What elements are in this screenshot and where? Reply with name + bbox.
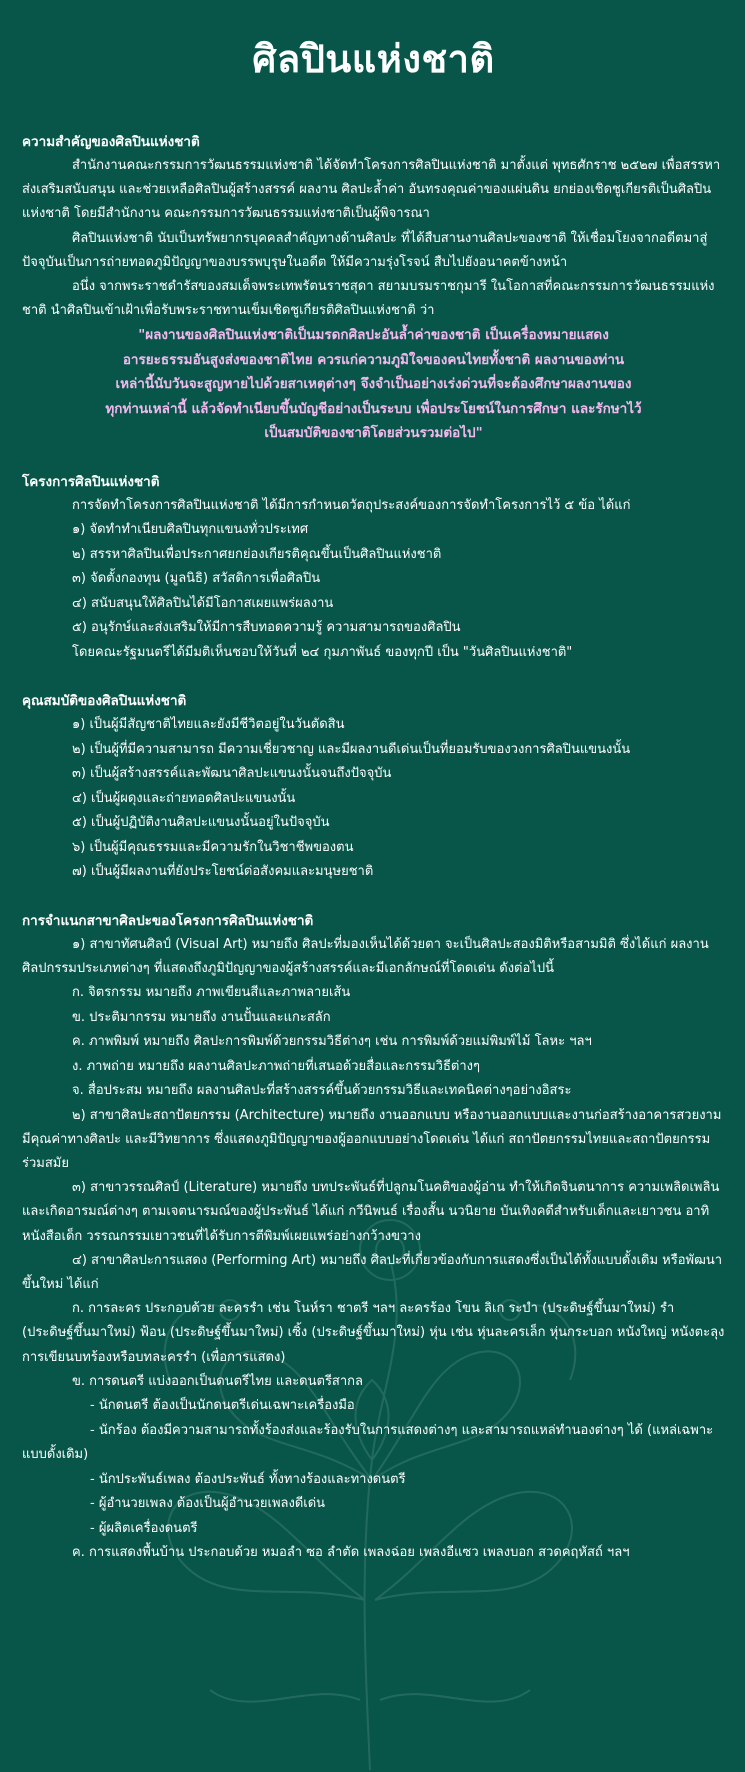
section-heading: การจำแนกสาขาศิลปะของโครงการศิลปินแห่งชาติ [22, 912, 314, 929]
list-item: - นักดนตรี ต้องเป็นนักดนตรีเด่นเฉพาะเครื่องมือ [90, 1398, 355, 1414]
section-spacer [22, 446, 725, 470]
list-item: ง. ภาพถ่าย หมายถึง ผลงานศิลปะภาพถ่ายที่เสนอด้วยสื่อและกรรมวิธีต่างๆ [72, 1058, 480, 1074]
paragraph: ๔) สาขาศิลปะการแสดง (Performing Art) หมายถึง ศิลปะที่เกี่ยวข้องกับการแสดงซึ่งเป็นได้ทั้งแบบดั้งเดิม หรือพัฒนาขึ้นใหม่ ได้แก่ [22, 1252, 723, 1292]
paragraph: อนึ่ง จากพระราชดำรัสของสมเด็จพระเทพรัตนราชสุดา สยามบรมราชกุมารี ในโอกาสที่คณะกรรมการวัฒนธรรมแห่งชาติ นำศิลปินเข้าเฝ้าเพื่อรับพระราชทานเข็มเชิดชูเกียรติศิลปินแห่งชาติ ว่า [22, 279, 715, 319]
list-item: ๔) สนับสนุนให้ศิลปินได้มีโอกาสเผยแพร่ผลงาน [72, 595, 334, 611]
paragraph: ก. การละคร ประกอบด้วย ละครรำ เช่น โนห์รา ชาตรี ฯลฯ ละครร้อง โขน ลิเก ระบำ (ประดิษฐ์ขึ้นมาใหม่) รำ (ประดิษฐ์ขึ้นมาใหม่) ฟ้อน (ประดิษฐ์ขึ้นมาใหม่) เซิ้ง (ประดิษฐ์ขึ้นมาใหม่) หุ่น เช่น หุ่นละครเล็ก หุ่นกระบอก หนังใหญ่ หนังตะลุง การเขียนบทร้องหรือบทละครรำ (เพื่อการแสดง) [22, 1301, 725, 1365]
royal-quote [22, 323, 725, 446]
list-item: ๓) เป็นผู้สร้างสรรค์และพัฒนาศิลปะแขนงนั้นจนถึงปัจจุบัน [72, 766, 392, 782]
list-item: ๒) เป็นผู้ที่มีความสามารถ มีความเชี่ยวชาญ และมีผลงานดีเด่นเป็นที่ยอมรับของวงการศิลปินแขนงนั้น [72, 741, 631, 757]
list-item: ค. การแสดงพื้นบ้าน ประกอบด้วย หมอลำ ซอ ลำตัด เพลงฉ่อย เพลงอีแซว เพลงบอก สวดคฤหัสถ์ ฯลฯ [72, 1545, 630, 1561]
page-title: ศิลปินแห่งชาติ [252, 37, 495, 81]
list-item: - ผู้ผลิตเครื่องดนตรี [90, 1520, 198, 1536]
list-item: - นักประพันธ์เพลง ต้องประพันธ์ ทั้งทางร้องและทางดนตรี [90, 1471, 406, 1487]
paragraph: การจัดทำโครงการศิลปินแห่งชาติ ได้มีการกำหนดวัตถุประสงค์ของการจัดทำโครงการไว้ ๕ ข้อ ได้แก่ [72, 497, 631, 513]
quote-line: เหล่านี้นับวันจะสูญหายไปด้วยสาเหตุต่างๆ จึงจำเป็นอย่างเร่งด่วนที่จะต้องศึกษาผลงานของ [115, 376, 632, 393]
paragraph: ศิลปินแห่งชาติ นับเป็นทรัพยากรบุคคลสำคัญทางด้านศิลปะ ที่ได้สืบสานงานศิลปะของชาติ ให้เชื่อมโยงจากอดีตมาสู่ปัจจุบันเป็นการถ่ายทอดภูมิปัญญาของบรรพบุรุษในอดีต ให้มีความรุ่งโรจน์ สืบไปยังอนาคตข้างหน้า [22, 230, 708, 270]
section-qualifications [22, 689, 725, 885]
section-heading: คุณสมบัติของศิลปินแห่งชาติ [22, 693, 187, 710]
list-item: - นักร้อง ต้องมีความสามารถทั้งร้องส่งและร้องรับในการแสดงต่างๆ และสามารถแหล่ทำนองต่างๆ ได้ (แหล่เฉพาะแบบดั้งเดิม) [22, 1422, 714, 1463]
paragraph: ๓) สาขาวรรณศิลป์ (Literature) หมายถึง บทประพันธ์ที่ปลูกมโนคติของผู้อ่าน ทำให้เกิดจินตนาการ ความเพลิดเพลิน และเกิดอารมณ์ต่างๆ ตามเจตนารมณ์ของผู้ประพันธ์ ได้แก่ กวีนิพนธ์ เรื่องสั้น นวนิยาย บันเทิงคดีสำหรับเด็กและเยาวชน อาทิ หนังสือเด็ก วรรณกรรมเยาวชนที่ได้รับการตีพิมพ์เผยแพร่อย่างกว้างขวาง [22, 1180, 720, 1244]
list-item: ๑) จัดทำทำเนียบศิลปินทุกแขนงทั่วประเทศ [72, 522, 309, 538]
list-item: ค. ภาพพิมพ์ หมายถึง ศิลปะการพิมพ์ด้วยกรรมวิธีต่างๆ เช่น การพิมพ์ด้วยแม่พิมพ์ไม้ โลหะ ฯลฯ [72, 1034, 592, 1050]
section-spacer [22, 885, 725, 909]
paragraph: ๒) สาขาศิลปะสถาปัตยกรรม (Architecture) หมายถึง งานออกแบบ หรืองานออกแบบและงานก่อสร้างอาคารสวยงามมีคุณค่าทางศิลปะ และมีวิทยาการ ซึ่งแสดงภูมิปัญญาของผู้ออกแบบอย่างโดดเด่น ได้แก่ สถาปัตยกรรมไทยและสถาปัตยกรรมร่วมสมัย [22, 1107, 722, 1171]
quote-line: "ผลงานของศิลปินแห่งชาติเป็นมรดกศิลปะอันล้ำค่าของชาติ เป็นเครื่องหมายแสดง [138, 327, 609, 344]
list-item: ๖) เป็นผู้มีคุณธรรมและมีความรักในวิชาชีพของตน [72, 839, 354, 855]
list-item: ๑) เป็นผู้มีสัญชาติไทยและยังมีชีวิตอยู่ในวันตัดสิน [72, 717, 345, 733]
section-importance [22, 130, 725, 446]
list-item: ข. ประติมากรรม หมายถึง งานปั้นและแกะสลัก [72, 1009, 331, 1025]
list-item: ๕) อนุรักษ์และส่งเสริมให้มีการสืบทอดความรู้ ความสามารถของศิลปิน [72, 620, 461, 636]
list-item: - ผู้อำนวยเพลง ต้องเป็นผู้อำนวยเพลงดีเด่น [90, 1496, 326, 1512]
paragraph: สำนักงานคณะกรรมการวัฒนธรรมแห่งชาติ ได้จัดทำโครงการศิลปินแห่งชาติ มาตั้งแต่ พุทธศักราช ๒๕๒๗ เพื่อสรรหา ส่งเสริมสนับสนุน และช่วยเหลือศิลปินผู้สร้างสรรค์ ผลงาน ศิลปะล้ำค่า อันทรงคุณค่าของแผ่นดิน ยกย่องเชิดชูเกียรติเป็นศิลปินแห่งชาติ โดยมีสำนักงาน คณะกรรมการวัฒนธรรมแห่งชาติเป็นผู้พิจารณา [22, 158, 721, 222]
list-item: ๔) เป็นผู้ผดุงและถ่ายทอดศิลปะแขนงนั้น [72, 790, 296, 806]
list-item: ๕) เป็นผู้ปฏิบัติงานศิลปะแขนงนั้นอยู่ในปัจจุบัน [72, 815, 330, 831]
section-project [22, 470, 725, 665]
quote-line: ทุกท่านเหล่านี้ แล้วจัดทำเนียบขึ้นบัญชีอย่างเป็นระบบ เพื่อประโยชน์ในการศึกษา และรักษาไว้ [105, 400, 642, 417]
paragraph: โดยคณะรัฐมนตรีได้มีมติเห็นชอบให้วันที่ ๒๔ กุมภาพันธ์ ของทุกปี เป็น "วันศิลปินแห่งชาติ" [72, 644, 573, 660]
list-item: ๗) เป็นผู้มีผลงานที่ยังประโยชน์ต่อสังคมและมนุษยชาติ [72, 864, 374, 880]
section-heading: ความสำคัญของศิลปินแห่งชาติ [22, 134, 200, 150]
quote-line: เป็นสมบัติของชาติโดยส่วนรวมต่อไป" [264, 425, 483, 442]
list-item: ๒) สรรหาศิลปินเพื่อประกาศยกย่องเกียรติคุณขึ้นเป็นศิลปินแห่งชาติ [72, 546, 442, 562]
section-heading: โครงการศิลปินแห่งชาติ [22, 473, 160, 490]
list-item: ข. การดนตรี แบ่งออกเป็นดนตรีไทย และดนตรีสากล [72, 1373, 364, 1389]
list-item: ๓) จัดตั้งกองทุน (มูลนิธิ) สวัสดิการเพื่อศิลปิน [72, 571, 321, 587]
list-item: ก. จิตรกรรม หมายถึง ภาพเขียนสีและภาพลายเส้น [72, 985, 351, 1001]
paragraph: ๑) สาขาทัศนศิลป์ (Visual Art) หมายถึง ศิลปะที่มองเห็นได้ด้วยตา จะเป็นศิลปะสองมิติหรือสามมิติ ซึ่งได้แก่ ผลงานศิลปกรรมประเภทต่างๆ ที่แสดงถึงภูมิปัญญาของผู้สร้างสรรค์และมีเอกลักษณ์ที่โดดเด่น ดังต่อไปนี้ [22, 936, 709, 976]
quote-line: อารยะธรรมอันสูงส่งของชาติไทย ควรแก่ความภูมิใจของคนไทยทั้งชาติ ผลงานของท่าน [122, 351, 625, 368]
section-spacer [22, 665, 725, 689]
list-item: จ. สื่อประสม หมายถึง ผลงานศิลปะที่สร้างสรรค์ขึ้นด้วยกรรมวิธีและเทคนิคต่างๆอย่างอิสระ [72, 1083, 572, 1099]
section-branches [22, 909, 725, 1566]
